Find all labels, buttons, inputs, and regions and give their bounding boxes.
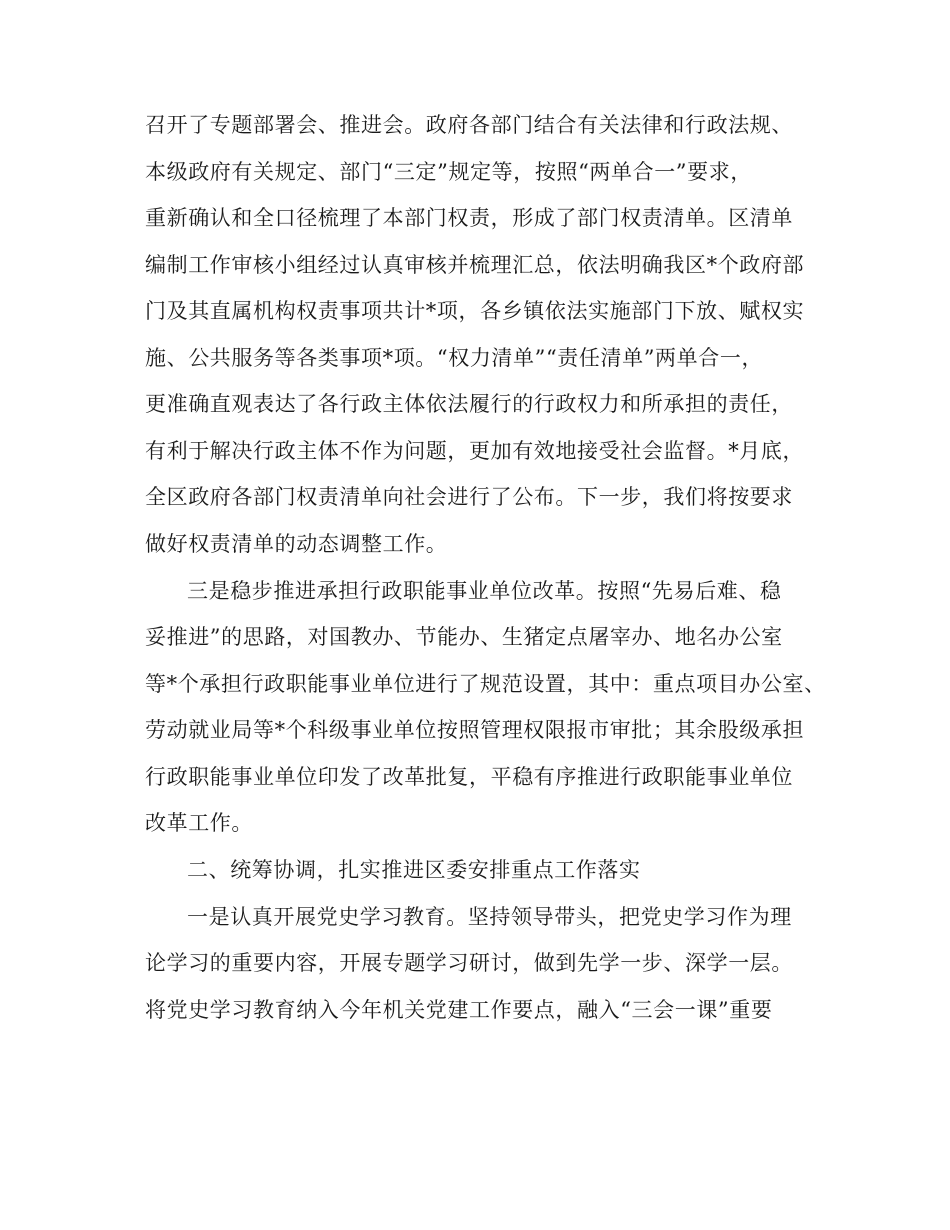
- paragraph-line: 将党史学习教育纳入今年机关党建工作要点，融入“三会一课”重要: [145, 998, 773, 1022]
- paragraph-line: 召开了专题部署会、推进会。政府各部门结合有关法律和行政法规、: [145, 113, 793, 137]
- paragraph-line: 更准确直观表达了各行政主体依法履行的行政权力和所承担的责任，: [145, 392, 793, 416]
- paragraph-first-line: 三是稳步推进承担行政职能事业单位改革。按照“先易后难、稳: [187, 579, 782, 603]
- paragraph-line: 等*个承担行政职能事业单位进行了规范设置，其中：重点项目办公室、: [145, 672, 826, 696]
- paragraph-line: 门及其直属机构权责事项共计*项，各乡镇依法实施部门下放、赋权实: [145, 299, 805, 323]
- paragraph-line: 全区政府各部门权责清单向社会进行了公布。下一步，我们将按要求: [145, 485, 793, 509]
- paragraph-line: 本级政府有关规定、部门“三定”规定等，按照“两单合一”要求，: [145, 160, 752, 184]
- section-heading: 二、统筹协调，扎实推进区委安排重点工作落实: [187, 858, 641, 882]
- paragraph-line: 有利于解决行政主体不作为问题，更加有效地接受社会监督。*月底，: [145, 439, 805, 463]
- paragraph-line: 编制工作审核小组经过认真审核并梳理汇总，依法明确我区*个政府部: [145, 253, 805, 277]
- paragraph-line: 做好权责清单的动态调整工作。: [145, 532, 448, 556]
- paragraph-line: 改革工作。: [145, 811, 253, 835]
- paragraph-line: 劳动就业局等*个科级事业单位按照管理权限报市审批；其余股级承担: [145, 718, 805, 742]
- paragraph-line: 行政职能事业单位印发了改革批复，平稳有序推进行政职能事业单位: [145, 765, 793, 789]
- paragraph-line: 论学习的重要内容，开展专题学习研讨，做到先学一步、深学一层。: [145, 951, 793, 975]
- paragraph-line: 施、公共服务等各类事项*项。“权力清单”“责任清单”两单合一，: [145, 346, 764, 370]
- paragraph-line: 妥推进”的思路，对国教办、节能办、生猪定点屠宰办、地名办公室: [145, 625, 783, 649]
- paragraph-line: 重新确认和全口径梳理了本部门权责，形成了部门权责清单。区清单: [145, 206, 793, 230]
- paragraph-first-line: 一是认真开展党史学习教育。坚持领导带头，把党史学习作为理: [187, 905, 792, 929]
